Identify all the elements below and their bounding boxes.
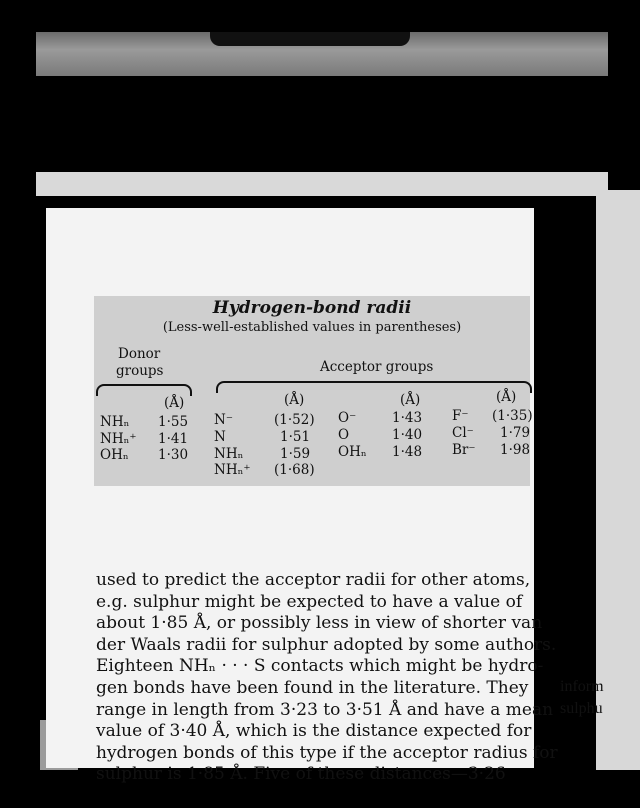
- acceptor-value: 1·43: [392, 410, 423, 426]
- body-line: range in length from 3·23 to 3·51 Å and have a mean: [96, 699, 554, 720]
- acceptor-value: 1·40: [392, 427, 423, 443]
- table-title: Hydrogen-bond radii: [212, 298, 412, 318]
- acceptor-value: 1·79: [500, 425, 531, 441]
- body-line: Eighteen NHₙ · · · S contacts which might be hydro-: [96, 656, 544, 677]
- donor-unit: (Å): [164, 395, 185, 411]
- acceptor-group: O: [338, 427, 350, 443]
- acceptor-value: 1·59: [280, 446, 311, 462]
- body-paragraph: [96, 570, 558, 786]
- adjacent-page-fragment: inform: [560, 678, 604, 695]
- acceptor-value: (1·35): [492, 408, 533, 424]
- acceptor-value: (1·52): [274, 412, 315, 428]
- acceptor-header: Acceptor groups: [320, 359, 434, 375]
- donor-value: 1·55: [158, 414, 189, 430]
- film-light-band: [36, 172, 608, 196]
- table-subtitle: (Less-well-established values in parentheses): [162, 320, 462, 335]
- acceptor-group: OHₙ: [338, 444, 367, 460]
- acceptor-group: N: [214, 429, 226, 445]
- acceptor-group: Br⁻: [452, 442, 476, 458]
- donor-value: 1·30: [158, 447, 189, 463]
- acceptor-value: (1·68): [274, 462, 315, 478]
- donor-group: NHₙ: [100, 414, 130, 430]
- donor-group: NHₙ⁺: [100, 431, 137, 447]
- adjacent-page-fragment: sulphu: [560, 700, 603, 717]
- donor-value: 1·41: [158, 431, 189, 447]
- body-line: used to predict the acceptor radii for other atoms,: [96, 570, 531, 590]
- acceptor-group: NHₙ: [214, 446, 244, 462]
- acceptor-value: 1·51: [280, 429, 311, 445]
- acceptor-group: N⁻: [214, 412, 233, 428]
- film-notch: [210, 32, 410, 46]
- donor-header-line2: groups: [116, 363, 164, 379]
- acceptor-group: O⁻: [338, 410, 357, 426]
- donor-header-line1: Donor: [118, 346, 161, 362]
- hydrogen-bond-radii-table: [94, 296, 533, 486]
- film-left-edge: [36, 210, 46, 710]
- acceptor-group: NHₙ⁺: [214, 462, 251, 478]
- body-line: gen bonds have been found in the literature. They: [96, 677, 529, 698]
- acceptor-brace: [216, 381, 532, 393]
- body-line: e.g. sulphur might be expected to have a value of: [96, 591, 523, 612]
- body-line: value of 3·40 Å, which is the distance expected for: [96, 721, 532, 742]
- acceptor-hal-unit: (Å): [496, 389, 517, 405]
- body-line: der Waals radii for sulphur adopted by some authors.: [96, 634, 557, 655]
- body-line: about 1·85 Å, or possibly less in view of shorter van: [96, 613, 543, 634]
- acceptor-group: Cl⁻: [452, 425, 474, 441]
- body-line: hydrogen bonds of this type if the acceptor radius for: [96, 742, 558, 763]
- body-line: sulphur is 1·85 Å. Five of these distances—3·26: [96, 764, 506, 785]
- acceptor-n-unit: (Å): [284, 392, 305, 408]
- acceptor-value: 1·98: [500, 442, 531, 458]
- acceptor-group: F⁻: [452, 408, 469, 424]
- acceptor-o-unit: (Å): [400, 392, 421, 408]
- donor-group: OHₙ: [100, 447, 129, 463]
- acceptor-value: 1·48: [392, 444, 423, 460]
